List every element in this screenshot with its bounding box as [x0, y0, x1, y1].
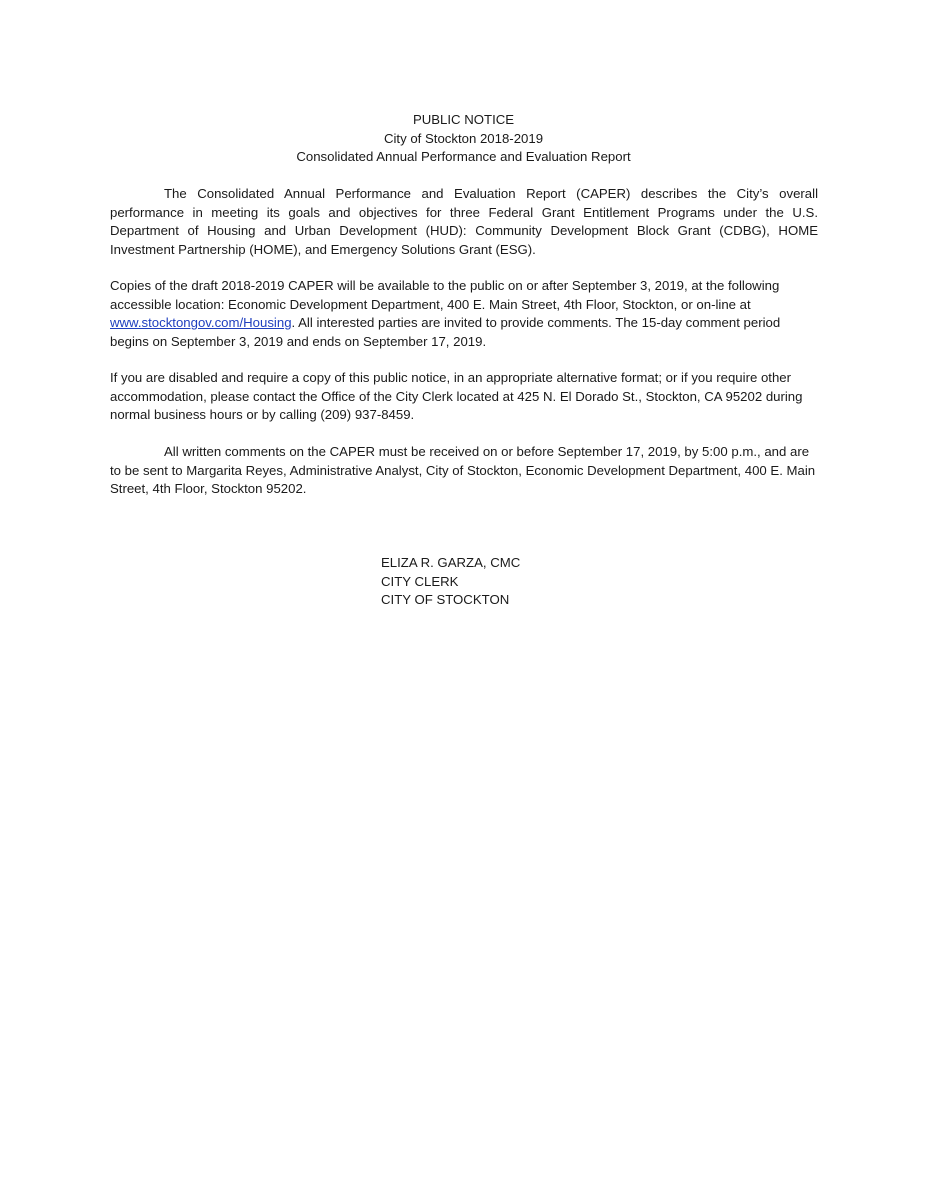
notice-header	[0, 111, 927, 167]
report-title: Consolidated Annual Performance and Evaluation Report	[296, 149, 631, 164]
signatory-title: CITY CLERK	[381, 573, 459, 589]
housing-website-link[interactable]: www.stocktongov.com/Housing	[110, 315, 292, 330]
availability-paragraph	[110, 277, 818, 351]
caper-description-paragraph: The Consolidated Annual Performance and Evaluation Report (CAPER) describes the City’s overall performance in meeting its goals and objectives for three Federal Grant Entitlement Programs under the U.S. Department of Housing and Urban Development (HUD): Community Development Block Grant (CDBG), HOME Investment Partnership (HOME), and Emergency Solutions Grant (ESG).	[110, 186, 818, 257]
notice-subtitle: City of Stockton 2018-2019	[383, 130, 544, 146]
accommodation-paragraph: If you are disabled and require a copy of this public notice, in an appropriate alternative format; or if you require other accommodation, please contact the Office of the City Clerk located at 425 N. El Dorado St., Stockton, CA 95202 during normal business hours or by calling (209) 937-8459.	[110, 370, 803, 422]
signatory-organization: CITY OF STOCKTON	[381, 592, 510, 607]
signatory-name: ELIZA R. GARZA, CMC	[381, 555, 521, 570]
signature-block	[381, 554, 520, 610]
availability-text: Copies of the draft 2018-2019 CAPER will be available to the public on or after September 3, 2019, at the following accessible location: Economic Development Department, 400 E. Main Street, 4th Floor, Stockton, or on-line at	[110, 278, 780, 312]
comments-deadline-paragraph: All written comments on the CAPER must be received on or before September 17, 2019, by 5:00 p.m., and are to be sent to Margarita Reyes, Administrative Analyst, City of Stockton, Economic Development Department, 400 E. Main Street, 4th Floor, Stockton 95202.	[110, 444, 816, 496]
notice-title: PUBLIC NOTICE	[412, 112, 515, 127]
comment-period-text: . All interested parties are invited to provide comments. The 15-day comment period begins on September 3, 2019 and ends on September 17, 2019.	[110, 315, 781, 349]
